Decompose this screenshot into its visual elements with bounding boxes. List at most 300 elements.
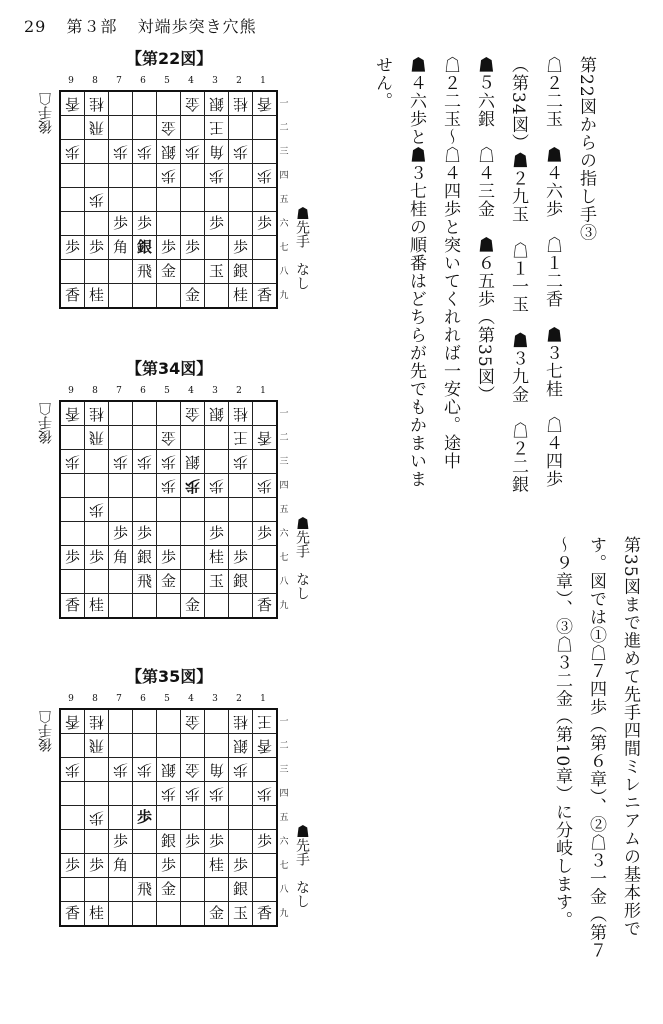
board-square (133, 806, 157, 830)
board-square (133, 498, 157, 522)
sente-piece: 金 (160, 572, 176, 590)
gote-piece: 歩 (256, 785, 272, 803)
board-square (229, 212, 253, 236)
board-square (253, 236, 278, 260)
board-square (60, 782, 85, 806)
sente-piece: 歩 (112, 832, 128, 850)
board-square (109, 830, 133, 854)
text-line: 第22図からの指し手③ (576, 56, 596, 242)
sente-piece: 飛 (136, 880, 152, 898)
sente-piece: 桂 (88, 286, 104, 304)
board-square (109, 594, 133, 619)
commentary-top (365, 56, 603, 506)
board-square (60, 878, 85, 902)
gote-piece: 角 (208, 761, 224, 779)
board-square (109, 426, 133, 450)
board-square (181, 284, 205, 309)
board-square (253, 140, 278, 164)
gote-piece: 歩 (136, 453, 152, 471)
gote-piece: 桂 (88, 95, 104, 113)
commentary-bottom (545, 536, 647, 986)
board-square (109, 140, 133, 164)
file-label: 8 (92, 386, 98, 396)
board-square (133, 854, 157, 878)
board-square (60, 188, 85, 212)
sente-piece: 歩 (184, 832, 200, 850)
board-square (85, 284, 109, 309)
board-square (109, 474, 133, 498)
board-square (253, 450, 278, 474)
board-square (181, 806, 205, 830)
board-square (60, 140, 85, 164)
gote-piece: 金 (184, 761, 200, 779)
sente-piece: 金 (208, 904, 224, 922)
sente-piece: 歩 (64, 548, 80, 566)
board-square (253, 188, 278, 212)
board-square (205, 164, 229, 188)
board-square (205, 212, 229, 236)
gote-piece: 飛 (88, 429, 104, 447)
sente-piece: 飛 (136, 572, 152, 590)
board-square (253, 91, 278, 116)
board-square (181, 260, 205, 284)
sente-piece: 歩 (184, 238, 200, 256)
board-square (109, 546, 133, 570)
board-square (60, 546, 85, 570)
sente-piece: 歩 (64, 238, 80, 256)
sente-piece: 香 (256, 596, 272, 614)
board-square (253, 401, 278, 426)
board-square (229, 498, 253, 522)
board-square (109, 91, 133, 116)
board-square (253, 594, 278, 619)
board-square (229, 709, 253, 734)
board-square (109, 164, 133, 188)
board-square (85, 902, 109, 927)
sente-hand: ☗先手 なし (294, 824, 310, 908)
file-label: 7 (116, 386, 122, 396)
board-square (229, 401, 253, 426)
board-square (205, 91, 229, 116)
board-square (60, 164, 85, 188)
board-square (205, 236, 229, 260)
board-square (85, 782, 109, 806)
board-square (157, 878, 181, 902)
board-square (205, 522, 229, 546)
board-square (60, 594, 85, 619)
board-square (109, 212, 133, 236)
gote-piece: 歩 (208, 785, 224, 803)
rank-label: 八 (279, 577, 289, 587)
file-label: 5 (164, 694, 170, 704)
rank-label: 七 (279, 243, 289, 253)
file-label: 9 (68, 386, 74, 396)
board-square (109, 878, 133, 902)
gote-piece: 歩 (184, 477, 200, 495)
board-square (253, 830, 278, 854)
board-square (205, 758, 229, 782)
board-square (229, 546, 253, 570)
sente-piece: 歩 (88, 856, 104, 874)
board-square (60, 474, 85, 498)
board-square (253, 284, 278, 309)
file-label: 3 (212, 386, 218, 396)
sente-piece: 金 (160, 262, 176, 280)
board-square (85, 401, 109, 426)
board-square (109, 902, 133, 927)
sente-piece: 金 (184, 286, 200, 304)
rank-label: 三 (279, 457, 289, 467)
board-square (229, 782, 253, 806)
shogi-board (59, 400, 278, 619)
board-square (85, 570, 109, 594)
gote-piece: 銀 (160, 761, 176, 779)
board-square (205, 546, 229, 570)
gote-piece: 歩 (88, 501, 104, 519)
board-square (205, 116, 229, 140)
sente-piece: 歩 (232, 548, 248, 566)
text-line: す。図では①☖７四歩（第６章）、②☖３一金（第７ (586, 536, 606, 960)
shogi-board (59, 708, 278, 927)
gote-piece: 歩 (64, 761, 80, 779)
board-square (85, 140, 109, 164)
board-square (157, 188, 181, 212)
sente-piece: 歩 (88, 238, 104, 256)
gote-hand: 後手☖ (38, 710, 54, 752)
gote-piece: 歩 (112, 761, 128, 779)
sente-piece: 歩 (208, 214, 224, 232)
board-square (181, 830, 205, 854)
sente-piece: 桂 (208, 856, 224, 874)
rank-label: 四 (279, 789, 289, 799)
sente-piece: 歩 (160, 238, 176, 256)
sente-piece: 角 (112, 238, 128, 256)
sente-piece: 歩 (136, 214, 152, 232)
rank-label: 九 (279, 601, 289, 611)
gote-piece: 金 (160, 429, 176, 447)
board-square (60, 830, 85, 854)
file-label: 1 (260, 386, 266, 396)
rank-label: 二 (279, 123, 289, 133)
board-diagram (0, 356, 330, 656)
board-square (85, 498, 109, 522)
board-square (181, 236, 205, 260)
rank-label: 五 (279, 813, 289, 823)
board-square (85, 426, 109, 450)
gote-piece: 桂 (232, 95, 248, 113)
rank-label: 一 (279, 717, 289, 727)
board-square (205, 878, 229, 902)
rank-label: 九 (279, 909, 289, 919)
board-square (133, 594, 157, 619)
board-square (157, 498, 181, 522)
file-label: 7 (116, 76, 122, 86)
board-square (253, 782, 278, 806)
board-square (157, 902, 181, 927)
gote-piece: 歩 (256, 477, 272, 495)
gote-piece: 飛 (88, 737, 104, 755)
board-square (253, 902, 278, 927)
board-square (85, 522, 109, 546)
board-square (133, 236, 157, 260)
sente-piece: 歩 (208, 524, 224, 542)
gote-piece: 銀 (184, 453, 200, 471)
gote-hand: 後手☖ (38, 402, 54, 444)
gote-piece: 歩 (232, 453, 248, 471)
board-square (133, 709, 157, 734)
board-diagram (0, 664, 330, 964)
gote-piece: 角 (208, 143, 224, 161)
board-square (181, 426, 205, 450)
board-square (181, 498, 205, 522)
file-label: 3 (212, 694, 218, 704)
gote-piece: 桂 (232, 713, 248, 731)
gote-piece: 歩 (136, 143, 152, 161)
rank-label: 一 (279, 409, 289, 419)
board-square (253, 212, 278, 236)
board-square (253, 758, 278, 782)
board-square (60, 854, 85, 878)
board-square (109, 522, 133, 546)
gote-piece: 飛 (88, 119, 104, 137)
board-square (60, 902, 85, 927)
board-square (229, 902, 253, 927)
sente-piece: 玉 (208, 572, 224, 590)
board-square (109, 782, 133, 806)
board-square (181, 188, 205, 212)
board-square (85, 91, 109, 116)
board-square (205, 854, 229, 878)
board-square (157, 806, 181, 830)
sente-hand: ☗先手 なし (294, 206, 310, 290)
board-square (205, 570, 229, 594)
sente-piece: 香 (256, 286, 272, 304)
gote-piece: 香 (64, 713, 80, 731)
board-square (157, 594, 181, 619)
diagram-title: 【第34図】 (126, 359, 213, 378)
sente-piece: 歩 (232, 238, 248, 256)
board-square (157, 236, 181, 260)
board-square (181, 902, 205, 927)
board-square (133, 878, 157, 902)
board-square (109, 116, 133, 140)
page-number: 29 (24, 17, 47, 36)
rank-label: 八 (279, 885, 289, 895)
board-square (157, 116, 181, 140)
board-square (133, 188, 157, 212)
gote-piece: 王 (232, 429, 248, 447)
board-square (205, 188, 229, 212)
file-label: 1 (260, 76, 266, 86)
board-square (181, 522, 205, 546)
board-square (157, 709, 181, 734)
rank-label: 六 (279, 529, 289, 539)
board-square (181, 546, 205, 570)
sente-piece: 歩 (88, 548, 104, 566)
board-square (229, 734, 253, 758)
board-square (85, 806, 109, 830)
board-square (181, 570, 205, 594)
board-square (60, 212, 85, 236)
gote-piece: 歩 (160, 167, 176, 185)
board-square (60, 91, 85, 116)
sente-piece: 歩 (112, 214, 128, 232)
sente-piece: 歩 (256, 214, 272, 232)
board-square (85, 212, 109, 236)
board-square (133, 401, 157, 426)
board-square (253, 854, 278, 878)
board-square (60, 401, 85, 426)
sente-piece: 歩 (256, 832, 272, 850)
sente-piece: 歩 (112, 524, 128, 542)
board-square (205, 782, 229, 806)
file-label: 6 (140, 76, 146, 86)
board-square (157, 284, 181, 309)
gote-piece: 歩 (232, 143, 248, 161)
board-square (229, 854, 253, 878)
board-square (109, 758, 133, 782)
file-label: 6 (140, 386, 146, 396)
gote-piece: 銀 (208, 405, 224, 423)
board-square (109, 188, 133, 212)
gote-piece: 香 (256, 737, 272, 755)
board-square (253, 806, 278, 830)
board-square (60, 734, 85, 758)
rank-label: 四 (279, 171, 289, 181)
gote-piece: 歩 (136, 761, 152, 779)
board-square (181, 91, 205, 116)
board-square (85, 758, 109, 782)
gote-piece: 歩 (184, 785, 200, 803)
board-square (181, 212, 205, 236)
board-square (181, 734, 205, 758)
board-square (133, 91, 157, 116)
rank-label: 二 (279, 741, 289, 751)
board-square (205, 450, 229, 474)
board-square (85, 594, 109, 619)
board-square (253, 522, 278, 546)
board-square (157, 758, 181, 782)
sente-piece: 金 (160, 880, 176, 898)
board-square (133, 546, 157, 570)
board-square (253, 426, 278, 450)
gote-piece: 香 (256, 429, 272, 447)
shogi-board (59, 90, 278, 309)
board-square (229, 878, 253, 902)
board-square (253, 878, 278, 902)
text-line: せん。 (372, 56, 392, 110)
sente-piece: 飛 (136, 262, 152, 280)
sente-piece: 角 (112, 548, 128, 566)
gote-hand: 後手☖ (38, 92, 54, 134)
board-square (253, 709, 278, 734)
board-square (229, 474, 253, 498)
gote-piece: 歩 (88, 191, 104, 209)
board-square (229, 116, 253, 140)
board-square (253, 546, 278, 570)
board-square (229, 164, 253, 188)
board-square (109, 284, 133, 309)
file-label: 2 (236, 76, 242, 86)
sente-piece: 歩 (256, 524, 272, 542)
board-square (253, 260, 278, 284)
board-square (157, 782, 181, 806)
gote-piece: 歩 (208, 167, 224, 185)
board-square (253, 570, 278, 594)
gote-piece: 歩 (256, 167, 272, 185)
board-square (60, 284, 85, 309)
board-square (229, 140, 253, 164)
board-square (229, 284, 253, 309)
board-square (181, 164, 205, 188)
board-square (229, 758, 253, 782)
board-diagram (0, 46, 330, 346)
board-square (85, 164, 109, 188)
gote-piece: 香 (64, 405, 80, 423)
rank-label: 五 (279, 505, 289, 515)
diagram-title: 【第22図】 (126, 49, 213, 68)
part-label: 第３部 (66, 17, 118, 36)
board-square (229, 426, 253, 450)
gote-piece: 歩 (184, 143, 200, 161)
gote-piece: 歩 (160, 453, 176, 471)
board-square (85, 830, 109, 854)
board-square (157, 212, 181, 236)
file-label: 8 (92, 694, 98, 704)
file-label: 1 (260, 694, 266, 704)
board-square (133, 212, 157, 236)
board-square (133, 570, 157, 594)
board-square (157, 140, 181, 164)
board-square (109, 709, 133, 734)
board-square (229, 91, 253, 116)
board-square (60, 426, 85, 450)
file-label: 4 (188, 694, 194, 704)
board-square (253, 116, 278, 140)
board-square (181, 782, 205, 806)
board-square (181, 474, 205, 498)
file-label: 9 (68, 694, 74, 704)
board-square (229, 522, 253, 546)
board-square (205, 474, 229, 498)
sente-piece: 香 (64, 286, 80, 304)
board-square (109, 401, 133, 426)
gote-piece: 歩 (64, 453, 80, 471)
board-square (157, 546, 181, 570)
board-square (60, 498, 85, 522)
sente-piece: 銀 (232, 572, 248, 590)
board-square (85, 188, 109, 212)
board-square (85, 709, 109, 734)
board-square (181, 758, 205, 782)
sente-piece: 銀 (232, 262, 248, 280)
board-square (109, 236, 133, 260)
file-label: 2 (236, 386, 242, 396)
board-square (205, 498, 229, 522)
gote-piece: 金 (184, 713, 200, 731)
board-square (85, 854, 109, 878)
board-square (133, 522, 157, 546)
board-square (109, 450, 133, 474)
rank-label: 九 (279, 291, 289, 301)
file-label: 9 (68, 76, 74, 86)
board-square (157, 164, 181, 188)
board-square (85, 878, 109, 902)
board-square (181, 450, 205, 474)
file-label: 7 (116, 694, 122, 704)
board-square (229, 806, 253, 830)
board-square (181, 878, 205, 902)
